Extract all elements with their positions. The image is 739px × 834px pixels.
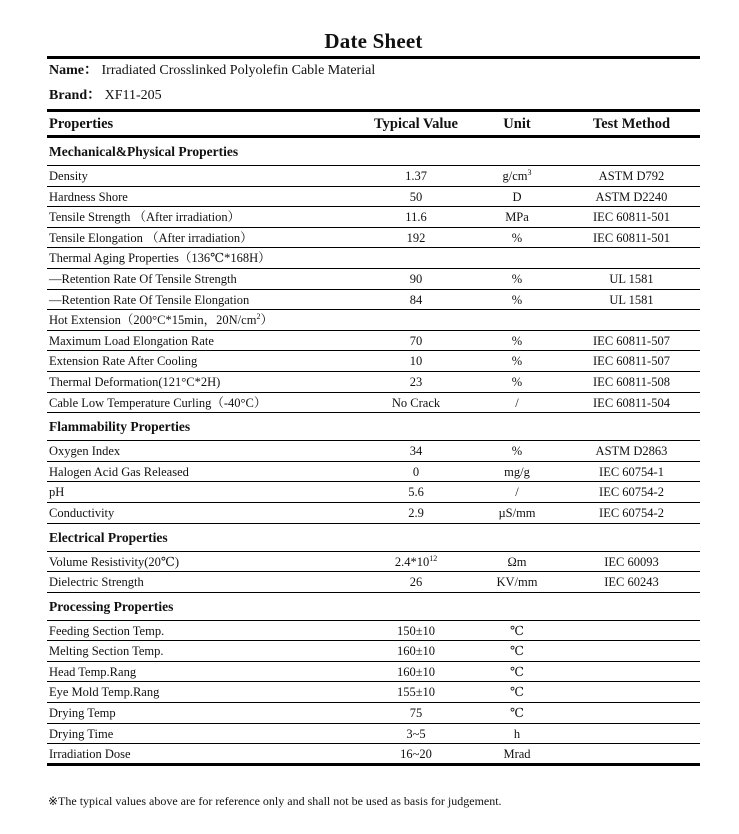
property-cell-text: Dielectric Strength [49, 575, 144, 590]
unit-cell-text: ℃ [510, 644, 524, 659]
unit-cell-text: / [515, 395, 519, 410]
table-row [47, 682, 700, 702]
method-cell [563, 482, 700, 502]
table-row [47, 248, 700, 268]
method-cell-text: IEC 60811-501 [593, 230, 670, 245]
property-cell-text: Melting Section Temp. [49, 644, 164, 659]
unit-cell-text: Mrad [503, 747, 531, 762]
unit-cell [471, 248, 563, 268]
value-cell [361, 207, 471, 227]
property-cell-text: Extension Rate After Cooling [49, 354, 198, 369]
unit-cell [471, 641, 563, 661]
method-cell [563, 187, 700, 207]
property-cell-tail: ） [260, 313, 273, 328]
superscript: 3 [527, 168, 532, 177]
table-row [47, 552, 700, 572]
unit-cell [471, 724, 563, 744]
property-cell-text: Feeding Section Temp. [49, 623, 165, 638]
unit-cell [471, 331, 563, 351]
method-cell [563, 682, 700, 702]
method-cell [563, 724, 700, 744]
value-cell [361, 662, 471, 682]
value-cell-text: 2.9 [408, 505, 424, 520]
table-body [47, 138, 700, 764]
value-cell-text: 155±10 [396, 685, 436, 700]
value-cell-text: 50 [409, 189, 423, 204]
table-row [47, 290, 700, 310]
unit-cell-text: % [511, 230, 523, 245]
property-cell [47, 166, 361, 186]
value-cell-text: 160±10 [396, 644, 436, 659]
method-cell [563, 207, 700, 227]
value-cell [361, 166, 471, 186]
unit-cell [471, 207, 563, 227]
property-cell [47, 441, 361, 461]
value-cell [361, 503, 471, 523]
table-row [47, 166, 700, 186]
brand-row [47, 84, 700, 109]
unit-cell-text: mg/g [504, 464, 530, 479]
col-properties: Properties [49, 116, 114, 132]
value-cell-text: 2.4*10 [394, 554, 430, 569]
unit-cell [471, 393, 563, 413]
property-cell-text: Drying Time [49, 726, 114, 741]
table-row [47, 503, 700, 523]
value-cell-text: 0 [412, 464, 420, 479]
unit-cell-text: MPa [505, 210, 529, 225]
unit-cell-text: % [511, 354, 523, 369]
name-label: Name： [49, 63, 98, 78]
unit-cell [471, 187, 563, 207]
value-cell [361, 641, 471, 661]
brand-value: XF11-205 [101, 88, 162, 103]
value-cell-text: 26 [409, 575, 423, 590]
property-cell [47, 187, 361, 207]
value-cell-text: 70 [409, 333, 423, 348]
unit-cell-text: % [511, 271, 523, 286]
unit-cell [471, 662, 563, 682]
table-row [47, 462, 700, 482]
value-cell [361, 744, 471, 764]
method-cell [563, 552, 700, 572]
method-cell-text: IEC 60243 [604, 575, 659, 590]
value-cell [361, 724, 471, 744]
value-cell-text: 1.37 [405, 169, 427, 183]
unit-cell [471, 744, 563, 764]
table-row [47, 351, 700, 371]
method-cell [563, 621, 700, 641]
property-cell [47, 641, 361, 661]
property-cell-text: Volume Resistivity(20℃) [49, 554, 180, 569]
value-cell-text: 11.6 [405, 210, 427, 225]
property-cell-text: Halogen Acid Gas Released [49, 464, 189, 479]
value-cell [361, 703, 471, 723]
unit-cell [471, 441, 563, 461]
property-cell [47, 462, 361, 482]
unit-cell [471, 290, 563, 310]
property-cell-text: Irradiation Dose [49, 747, 131, 762]
section-title: Electrical Properties [49, 529, 168, 545]
value-cell [361, 682, 471, 702]
property-cell-text: Density [49, 169, 88, 183]
method-cell-text: ASTM D2240 [595, 189, 668, 204]
property-cell [47, 310, 361, 330]
method-cell [563, 331, 700, 351]
method-cell [563, 572, 700, 592]
property-cell-text: Conductivity [49, 505, 115, 520]
unit-cell-text: KV/mm [496, 575, 538, 590]
unit-cell-text: g/cm [502, 169, 528, 183]
property-cell [47, 269, 361, 289]
method-cell [563, 703, 700, 723]
section-title: Mechanical&Physical Properties [49, 144, 239, 159]
method-cell-text: IEC 60811-504 [593, 395, 670, 410]
method-cell-text: IEC 60811-501 [593, 210, 670, 225]
table-row [47, 310, 700, 330]
value-cell [361, 621, 471, 641]
value-cell-text: 10 [409, 354, 423, 369]
footnote: ※The typical values above are for reference only and shall not be used as basis for judgement. [48, 794, 502, 808]
unit-cell-text: % [511, 374, 523, 389]
data-sheet [47, 0, 700, 766]
col-typical-value: Typical Value [374, 116, 458, 132]
col-unit: Unit [503, 116, 531, 132]
unit-cell [471, 482, 563, 502]
table-row [47, 269, 700, 289]
brand-label: Brand： [49, 88, 102, 103]
unit-cell [471, 621, 563, 641]
value-cell [361, 393, 471, 413]
value-cell-text: 5.6 [408, 485, 424, 500]
table-row [47, 641, 700, 661]
method-cell-text: IEC 60811-507 [593, 333, 670, 348]
method-cell [563, 351, 700, 371]
property-cell [47, 662, 361, 682]
property-cell-text: Thermal Deformation(121°C*2H) [49, 374, 221, 389]
unit-cell-text: ℃ [510, 685, 524, 700]
value-cell-text: 3~5 [406, 726, 426, 741]
property-cell-text: Thermal Aging Properties（136℃*168H） [49, 251, 271, 266]
value-cell [361, 310, 471, 330]
property-cell [47, 393, 361, 413]
unit-cell-text: % [511, 444, 523, 459]
unit-cell [471, 228, 563, 248]
value-cell [361, 187, 471, 207]
property-cell-text: Drying Temp [49, 706, 116, 721]
method-cell-text: IEC 60093 [604, 554, 659, 569]
property-cell [47, 228, 361, 248]
superscript: 2 [256, 312, 261, 322]
value-cell [361, 372, 471, 392]
method-cell-text: ASTM D2863 [595, 444, 668, 459]
method-cell [563, 290, 700, 310]
value-cell [361, 482, 471, 502]
property-cell [47, 552, 361, 572]
method-cell [563, 393, 700, 413]
unit-cell-text: % [511, 292, 523, 307]
unit-cell-text: Ωm [507, 554, 527, 569]
property-cell [47, 351, 361, 371]
property-cell [47, 482, 361, 502]
property-cell [47, 744, 361, 764]
unit-cell-text: µS/mm [498, 505, 536, 520]
table-row [47, 482, 700, 502]
table-row [47, 572, 700, 592]
property-cell-text: pH [49, 485, 65, 500]
method-cell [563, 228, 700, 248]
table-row [47, 207, 700, 227]
property-cell-text: Head Temp.Rang [49, 664, 137, 679]
value-cell-text: No Crack [391, 395, 441, 410]
method-cell-text: ASTM D792 [598, 169, 665, 183]
method-cell-text: IEC 60811-508 [593, 374, 670, 389]
name-row [47, 59, 700, 84]
section-title: Flammability Properties [49, 419, 191, 435]
unit-cell [471, 682, 563, 702]
property-cell-text: Maximum Load Elongation Rate [49, 333, 214, 348]
section-title: Processing Properties [49, 598, 174, 614]
property-cell-text: Hot Extension（200°C*15min，20N/cm [49, 313, 257, 328]
method-cell [563, 662, 700, 682]
table-row [47, 724, 700, 744]
value-cell [361, 228, 471, 248]
value-cell [361, 269, 471, 289]
table-row [47, 187, 700, 207]
value-cell [361, 462, 471, 482]
property-cell-text: Oxygen Index [49, 444, 121, 459]
property-cell [47, 248, 361, 268]
method-cell [563, 641, 700, 661]
unit-cell-text: ℃ [510, 706, 524, 721]
value-cell-text: 23 [409, 374, 423, 389]
unit-cell [471, 572, 563, 592]
property-cell-text: Cable Low Temperature Curling（-40°C） [49, 395, 267, 410]
method-cell-text: IEC 60754-1 [599, 464, 664, 479]
method-cell [563, 441, 700, 461]
value-cell-text: 84 [409, 292, 423, 307]
method-cell [563, 310, 700, 330]
unit-cell-text: / [515, 485, 519, 500]
unit-cell [471, 372, 563, 392]
unit-cell [471, 269, 563, 289]
table-row [47, 228, 700, 248]
value-cell [361, 351, 471, 371]
table-row [47, 703, 700, 723]
unit-cell [471, 166, 563, 186]
table-row [47, 744, 700, 764]
property-cell [47, 207, 361, 227]
method-cell [563, 744, 700, 764]
property-cell [47, 682, 361, 702]
table-row [47, 372, 700, 392]
unit-cell [471, 703, 563, 723]
table-row [47, 393, 700, 413]
property-cell-text: Hardness Shore [49, 189, 128, 204]
property-cell [47, 572, 361, 592]
unit-cell [471, 310, 563, 330]
property-cell-text: Tensile Elongation （After irradiation） [49, 230, 253, 245]
property-cell-text: Tensile Strength （After irradiation） [49, 210, 241, 225]
table-row [47, 621, 700, 641]
value-cell [361, 290, 471, 310]
value-cell [361, 248, 471, 268]
property-cell [47, 290, 361, 310]
value-cell-text: 75 [409, 706, 423, 721]
superscript: 12 [429, 553, 438, 563]
table-row [47, 662, 700, 682]
value-cell [361, 441, 471, 461]
property-cell [47, 724, 361, 744]
method-cell-text: UL 1581 [609, 292, 654, 307]
unit-cell-text: ℃ [510, 623, 524, 638]
value-cell-text: 192 [406, 230, 426, 245]
property-cell [47, 331, 361, 351]
value-cell-text: 90 [409, 271, 423, 286]
value-cell [361, 552, 471, 572]
property-cell-text: —Retention Rate Of Tensile Strength [49, 271, 237, 286]
table-row [47, 441, 700, 461]
name-value: Irradiated Crosslinked Polyolefin Cable Material [98, 63, 376, 78]
method-cell-text: IEC 60754-2 [599, 505, 664, 520]
unit-cell-text: % [511, 333, 523, 348]
method-cell-text: IEC 60754-2 [599, 485, 664, 500]
unit-cell [471, 351, 563, 371]
unit-cell [471, 503, 563, 523]
property-cell-text: Eye Mold Temp.Rang [49, 685, 160, 700]
method-cell [563, 269, 700, 289]
property-cell [47, 503, 361, 523]
table-header [47, 112, 700, 135]
method-cell [563, 248, 700, 268]
page-title: Date Sheet [324, 29, 423, 53]
col-test-method: Test Method [592, 116, 671, 132]
property-cell [47, 621, 361, 641]
unit-cell-text: h [513, 726, 521, 741]
value-cell [361, 331, 471, 351]
value-cell-text: 150±10 [396, 623, 436, 638]
value-cell [361, 572, 471, 592]
method-cell [563, 166, 700, 186]
value-cell-text: 16~20 [400, 747, 432, 762]
unit-cell [471, 462, 563, 482]
property-cell [47, 703, 361, 723]
value-cell-text: 34 [409, 444, 423, 459]
unit-cell-text: ℃ [510, 664, 524, 679]
method-cell [563, 503, 700, 523]
method-cell-text: IEC 60811-507 [593, 354, 670, 369]
unit-cell-text: D [512, 189, 522, 204]
unit-cell [471, 552, 563, 572]
method-cell-text: UL 1581 [609, 271, 654, 286]
method-cell [563, 462, 700, 482]
table-row [47, 331, 700, 351]
property-cell-text: —Retention Rate Of Tensile Elongation [49, 292, 250, 307]
method-cell [563, 372, 700, 392]
property-cell [47, 372, 361, 392]
value-cell-text: 160±10 [396, 664, 436, 679]
